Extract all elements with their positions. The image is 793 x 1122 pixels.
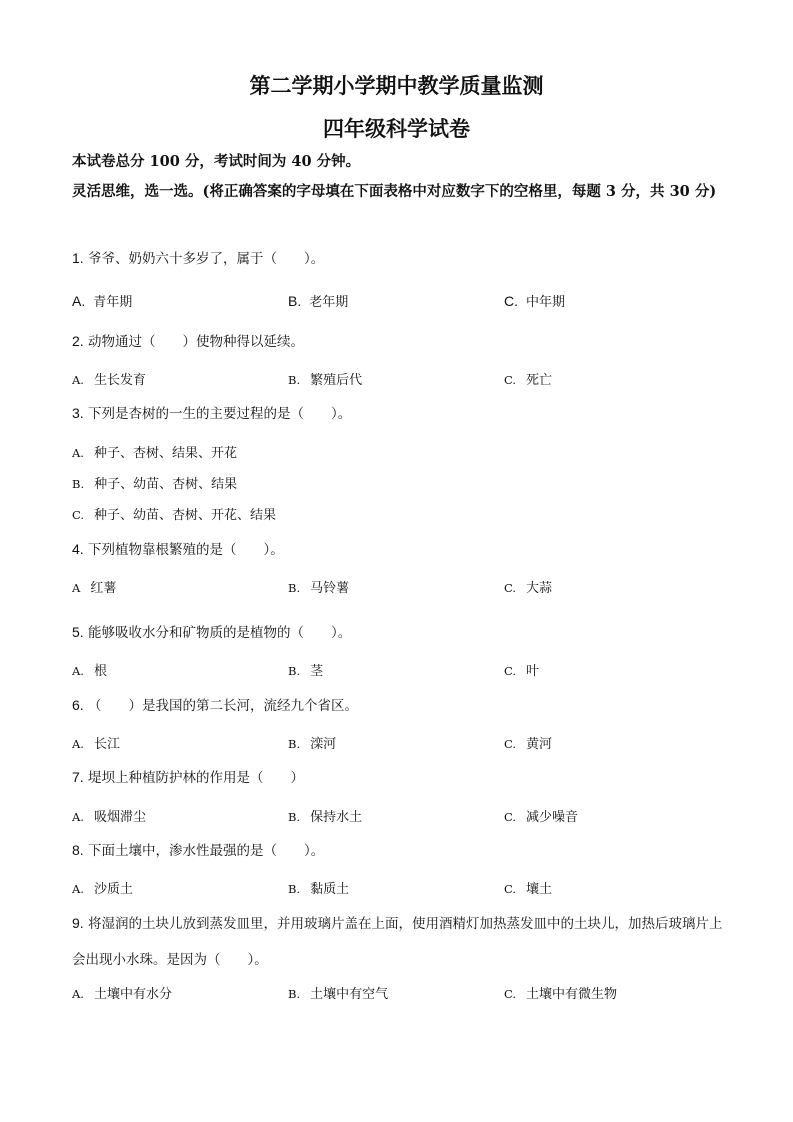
option-letter: C. <box>504 987 517 1001</box>
option-text: 种子、幼苗、杏树、开花、结果 <box>94 508 277 523</box>
question-5-option-c <box>504 660 539 679</box>
section-instruction: 灵活思维，选一选。(将正确答案的字母填在下面表格中对应数字下的空格里，每题 3 分，共 30 分) <box>72 183 717 200</box>
question-7 <box>72 759 732 796</box>
option-text: 长江 <box>93 737 120 752</box>
option-letter: A. <box>72 737 84 751</box>
question-6 <box>72 687 732 724</box>
option-letter: C. <box>504 293 518 309</box>
question-9-option-c <box>504 983 617 1002</box>
question-number: 4. <box>72 541 84 557</box>
question-3-option-b <box>72 473 237 492</box>
question-number: 9. <box>72 915 84 931</box>
question-1-option-c <box>504 291 565 310</box>
option-letter: A. <box>72 293 86 309</box>
question-4-option-b <box>288 577 349 596</box>
option-letter: C. <box>504 373 517 387</box>
question-text: 堤坝上种植防护林的作用是（ ） <box>87 770 304 786</box>
question-4 <box>72 531 732 568</box>
option-text: 叶 <box>526 664 540 679</box>
option-letter: C. <box>504 737 517 751</box>
question-3 <box>72 395 732 432</box>
question-8-option-a <box>72 878 133 897</box>
option-letter: B. <box>288 373 301 387</box>
question-7-option-a <box>72 806 146 825</box>
question-5 <box>72 614 732 651</box>
question-7-option-c <box>504 806 578 825</box>
question-1-option-a <box>72 291 132 310</box>
option-text: 马铃薯 <box>310 581 350 596</box>
question-1-option-b <box>288 291 348 310</box>
question-2-option-c <box>504 369 552 388</box>
option-text: 土壤中有微生物 <box>526 987 618 1002</box>
question-text: 能够吸收水分和矿物质的是植物的（ ）。 <box>87 625 352 641</box>
question-text: 动物通过（ ）使物种得以延续。 <box>87 334 304 350</box>
option-letter: B. <box>288 737 301 751</box>
option-letter: B. <box>288 581 301 595</box>
option-letter: C. <box>504 810 517 824</box>
question-text: 下列植物靠根繁殖的是（ ）。 <box>87 542 284 558</box>
option-letter: A. <box>72 664 84 678</box>
option-text: 中年期 <box>526 295 566 310</box>
question-6-option-a <box>72 733 120 752</box>
option-text: 沙质土 <box>93 882 133 897</box>
question-3-option-a <box>72 442 237 461</box>
option-letter: A. <box>72 882 84 896</box>
page-subtitle: 四年级科学试卷 <box>323 116 470 141</box>
option-letter: B. <box>72 477 85 491</box>
option-text: 土壤中有空气 <box>310 987 389 1002</box>
question-text: 将湿润的土块儿放到蒸发皿里，并用玻璃片盖在上面，使用酒精灯加热蒸发皿中的土块儿，加热后玻璃片上会出现小水珠。是因为（ ）。 <box>72 916 723 968</box>
question-9 <box>72 905 732 978</box>
option-text: 滦河 <box>310 737 337 752</box>
question-text: 下列是杏树的一生的主要过程的是（ ）。 <box>87 406 352 422</box>
question-text: （ ）是我国的第二长河，流经九个省区。 <box>87 698 358 714</box>
question-text: 下面土壤中，渗水性最强的是（ ）。 <box>87 843 325 859</box>
question-6-option-b <box>288 733 336 752</box>
option-letter: B. <box>288 664 301 678</box>
option-text: 土壤中有水分 <box>93 987 172 1002</box>
question-6-option-c <box>504 733 552 752</box>
option-letter: B. <box>288 882 301 896</box>
question-5-option-b <box>288 660 323 679</box>
option-letter: C. <box>504 581 517 595</box>
option-text: 吸烟滞尘 <box>93 810 146 825</box>
option-letter: B. <box>288 987 301 1001</box>
question-number: 2. <box>72 333 84 349</box>
option-letter: B. <box>288 293 302 309</box>
option-text: 种子、幼苗、杏树、结果 <box>94 477 238 492</box>
option-text: 老年期 <box>309 295 349 310</box>
option-text: 黄河 <box>526 737 553 752</box>
question-2-option-b <box>288 369 362 388</box>
option-text: 种子、杏树、结果、开花 <box>93 446 237 461</box>
option-letter: C. <box>504 882 517 896</box>
question-1 <box>72 240 732 277</box>
question-4-option-c <box>504 577 552 596</box>
question-number: 7. <box>72 769 84 785</box>
option-text: 根 <box>93 664 107 679</box>
question-9-option-a <box>72 983 172 1002</box>
option-text: 死亡 <box>526 373 553 388</box>
option-text: 减少噪音 <box>526 810 579 825</box>
option-text: 红薯 <box>90 581 117 596</box>
option-letter: A. <box>72 810 84 824</box>
page-title: 第二学期小学期中教学质量监测 <box>249 73 544 98</box>
question-text: 爷爷、奶奶六十多岁了，属于（ ）。 <box>87 251 325 267</box>
option-text: 青年期 <box>93 295 133 310</box>
option-letter: C. <box>72 508 85 522</box>
option-letter: A. <box>72 446 84 460</box>
question-2-option-a <box>72 369 146 388</box>
option-text: 保持水土 <box>310 810 363 825</box>
option-letter: B. <box>288 810 301 824</box>
option-text: 生长发育 <box>93 373 146 388</box>
question-5-option-a <box>72 660 107 679</box>
question-4-option-a <box>72 577 116 596</box>
option-text: 茎 <box>310 664 324 679</box>
option-letter: A <box>72 581 81 595</box>
question-number: 8. <box>72 842 84 858</box>
question-2 <box>72 323 732 360</box>
question-8 <box>72 832 732 869</box>
question-number: 1. <box>72 250 84 266</box>
question-9-option-b <box>288 983 388 1002</box>
question-number: 3. <box>72 405 84 421</box>
option-letter: A. <box>72 987 84 1001</box>
question-3-option-c <box>72 504 276 523</box>
question-number: 5. <box>72 624 84 640</box>
exam-info: 本试卷总分 100 分，考试时间为 40 分钟。 <box>72 153 361 170</box>
question-8-option-b <box>288 878 349 897</box>
option-text: 黏质土 <box>310 882 350 897</box>
option-letter: C. <box>504 664 517 678</box>
option-text: 壤土 <box>526 882 553 897</box>
question-7-option-b <box>288 806 362 825</box>
option-text: 大蒜 <box>526 581 553 596</box>
question-number: 6. <box>72 697 84 713</box>
option-letter: A. <box>72 373 84 387</box>
question-8-option-c <box>504 878 552 897</box>
option-text: 繁殖后代 <box>310 373 363 388</box>
